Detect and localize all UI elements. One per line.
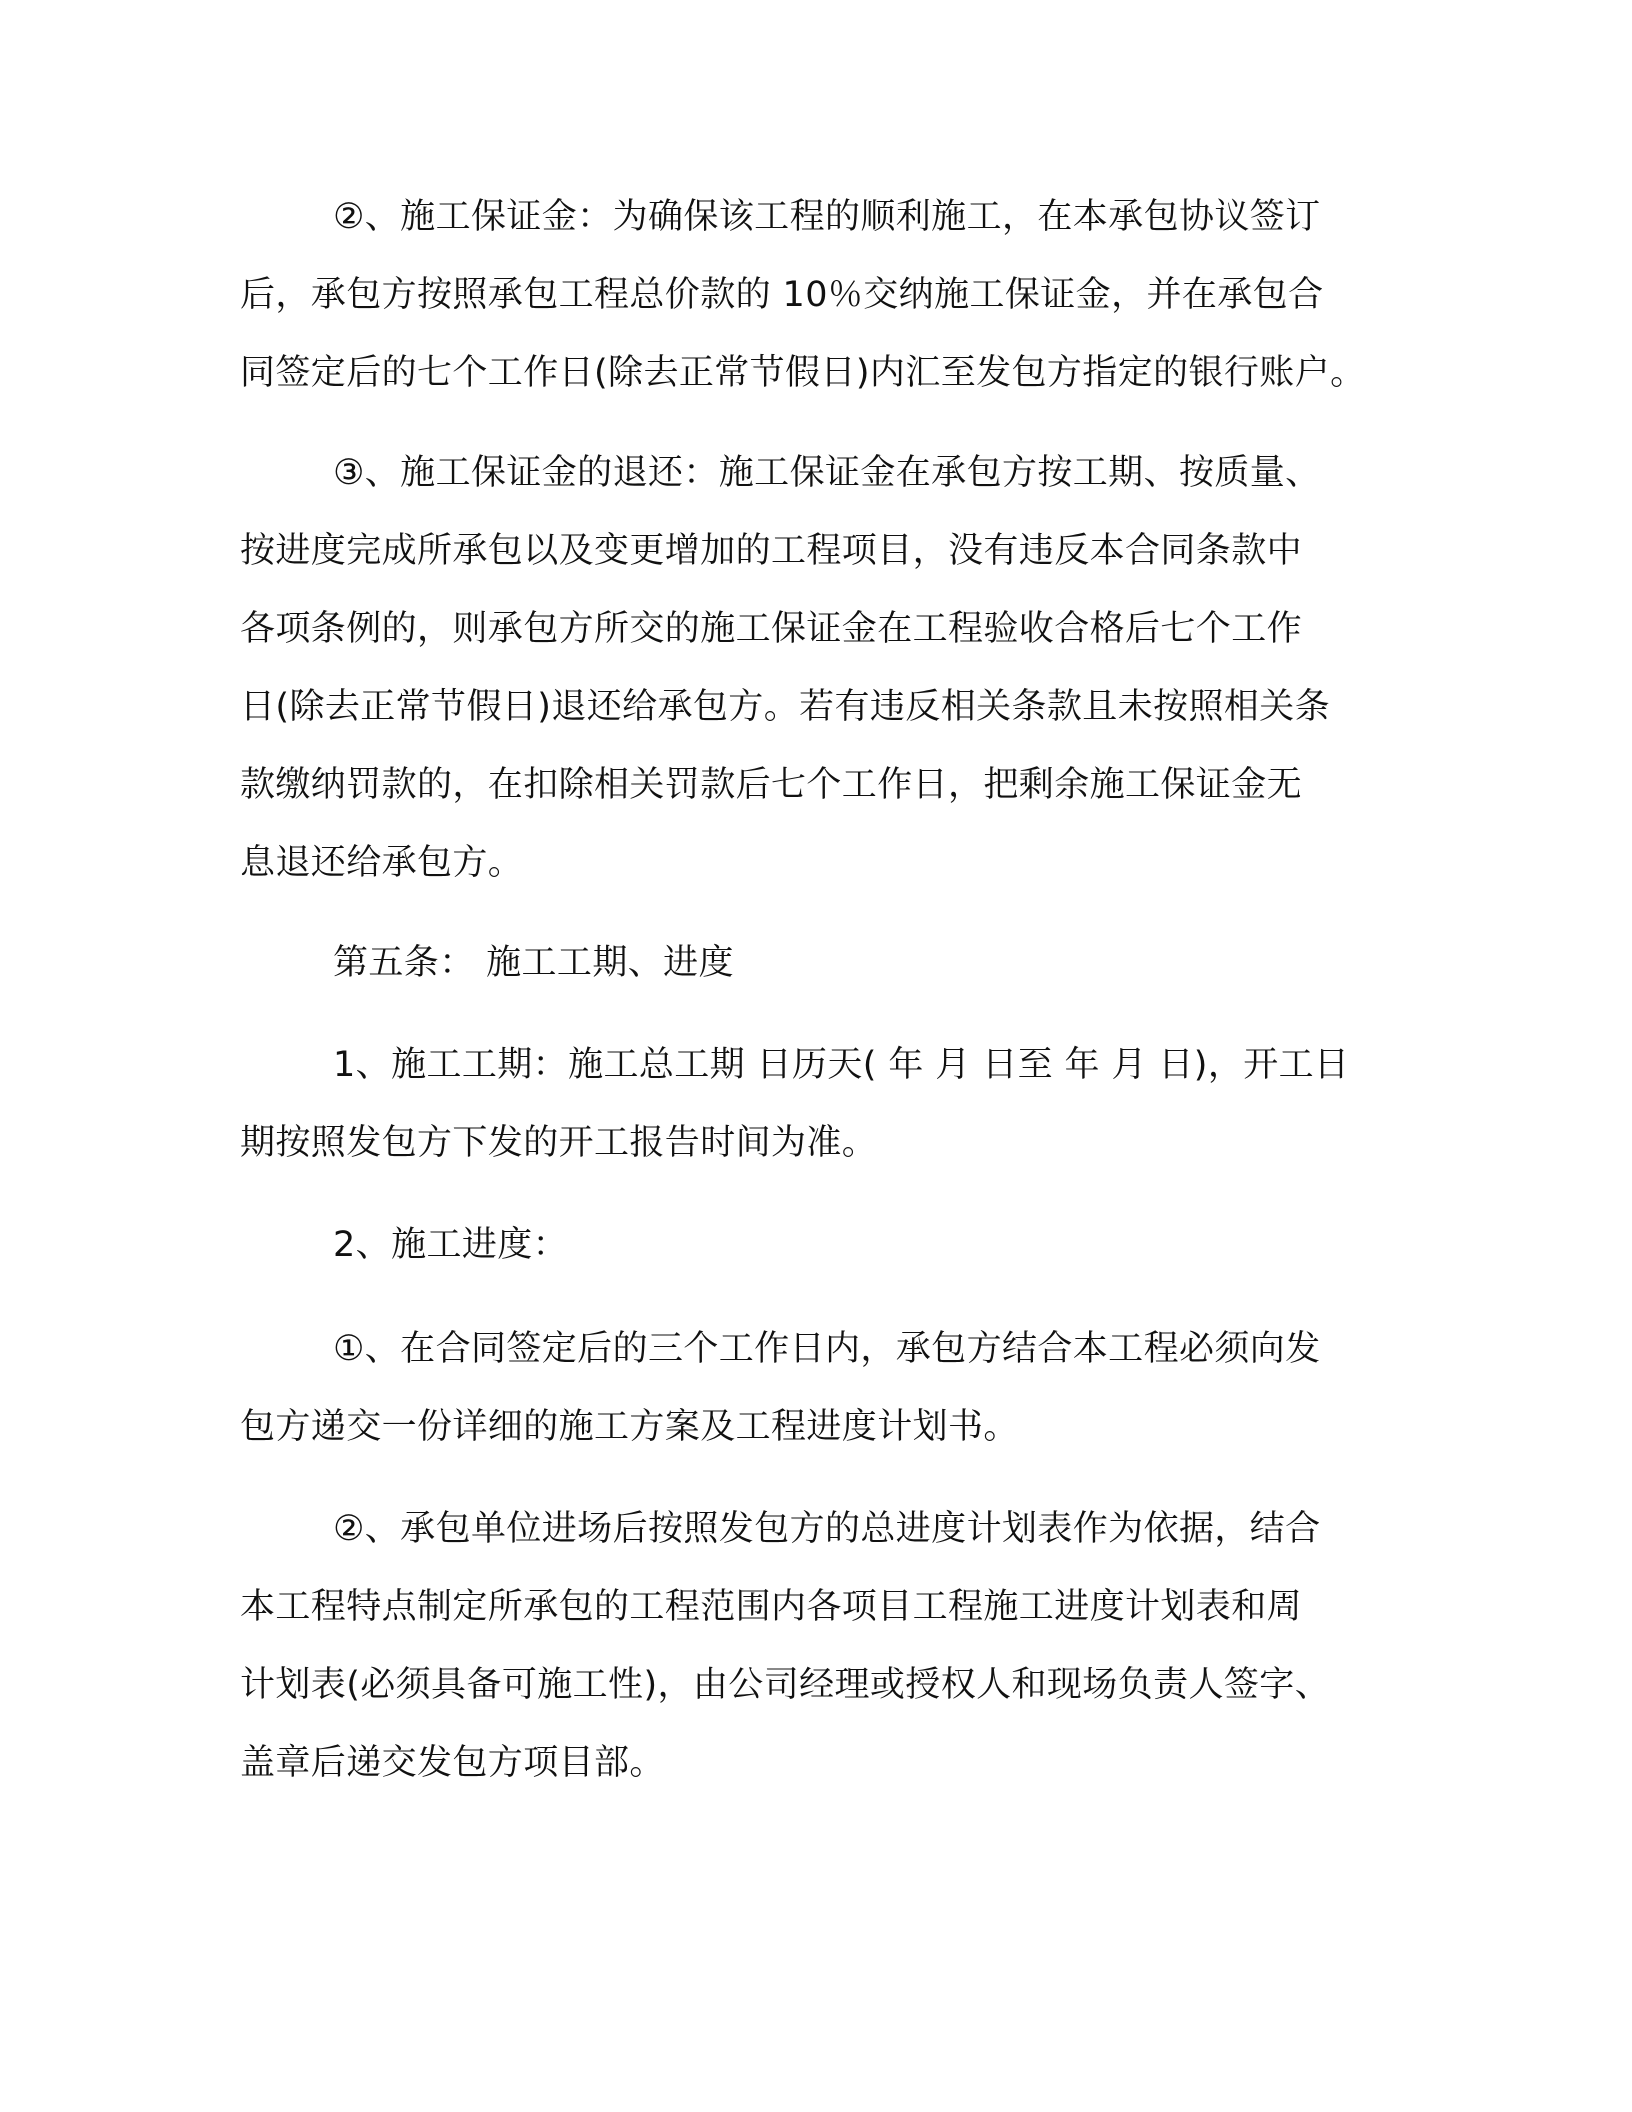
text-line: 包方递交一份详细的施工方案及工程进度计划书。: [240, 1407, 1019, 1447]
text-line: 期按照发包方下发的开工报告时间为准。: [240, 1123, 878, 1163]
paragraph-deposit: [240, 178, 1380, 412]
text-line: 2、施工进度：: [333, 1225, 569, 1265]
paragraph-deposit-refund: [240, 434, 1380, 902]
text-line: ③、施工保证金的退还：施工保证金在承包方按工期、按质量、: [333, 453, 1321, 493]
text-line: 计划表(必须具备可施工性)，由公司经理或授权人和现场负责人签字、: [240, 1665, 1331, 1705]
progress-heading: [240, 1206, 1380, 1284]
text-line: 日(除去正常节假日)退还给承包方。若有违反相关条款且未按照相关条: [240, 687, 1331, 727]
paragraph-progress-schedule: [240, 1490, 1380, 1802]
text-line: 1、施工工期：施工总工期 日历天( 年 月 日至 年 月 日)，开工日: [333, 1045, 1350, 1085]
text-line: 同签定后的七个工作日(除去正常节假日)内汇至发包方指定的银行账户。: [240, 353, 1366, 393]
text-line: 按进度完成所承包以及变更增加的工程项目，没有违反本合同条款中: [240, 531, 1303, 571]
paragraph-progress-plan: [240, 1310, 1380, 1466]
article-heading: [240, 924, 1380, 1002]
text-line: 款缴纳罚款的，在扣除相关罚款后七个工作日，把剩余施工保证金无: [240, 765, 1303, 805]
text-line: ②、承包单位进场后按照发包方的总进度计划表作为依据，结合: [333, 1509, 1321, 1549]
text-line: ①、在合同签定后的三个工作日内，承包方结合本工程必须向发: [333, 1329, 1321, 1369]
text-line: 盖章后递交发包方项目部。: [240, 1743, 665, 1783]
text-line: 息退还给承包方。: [240, 843, 524, 883]
text-line: 本工程特点制定所承包的工程范围内各项目工程施工进度计划表和周: [240, 1587, 1303, 1627]
paragraph-construction-period: [240, 1026, 1380, 1182]
text-line: 第五条： 施工工期、进度: [333, 943, 734, 983]
text-line: 各项条例的，则承包方所交的施工保证金在工程验收合格后七个工作: [240, 609, 1303, 649]
text-line: ②、施工保证金：为确保该工程的顺利施工，在本承包协议签订: [333, 197, 1321, 237]
text-line: 后，承包方按照承包工程总价款的 10％交纳施工保证金，并在承包合: [240, 275, 1324, 315]
